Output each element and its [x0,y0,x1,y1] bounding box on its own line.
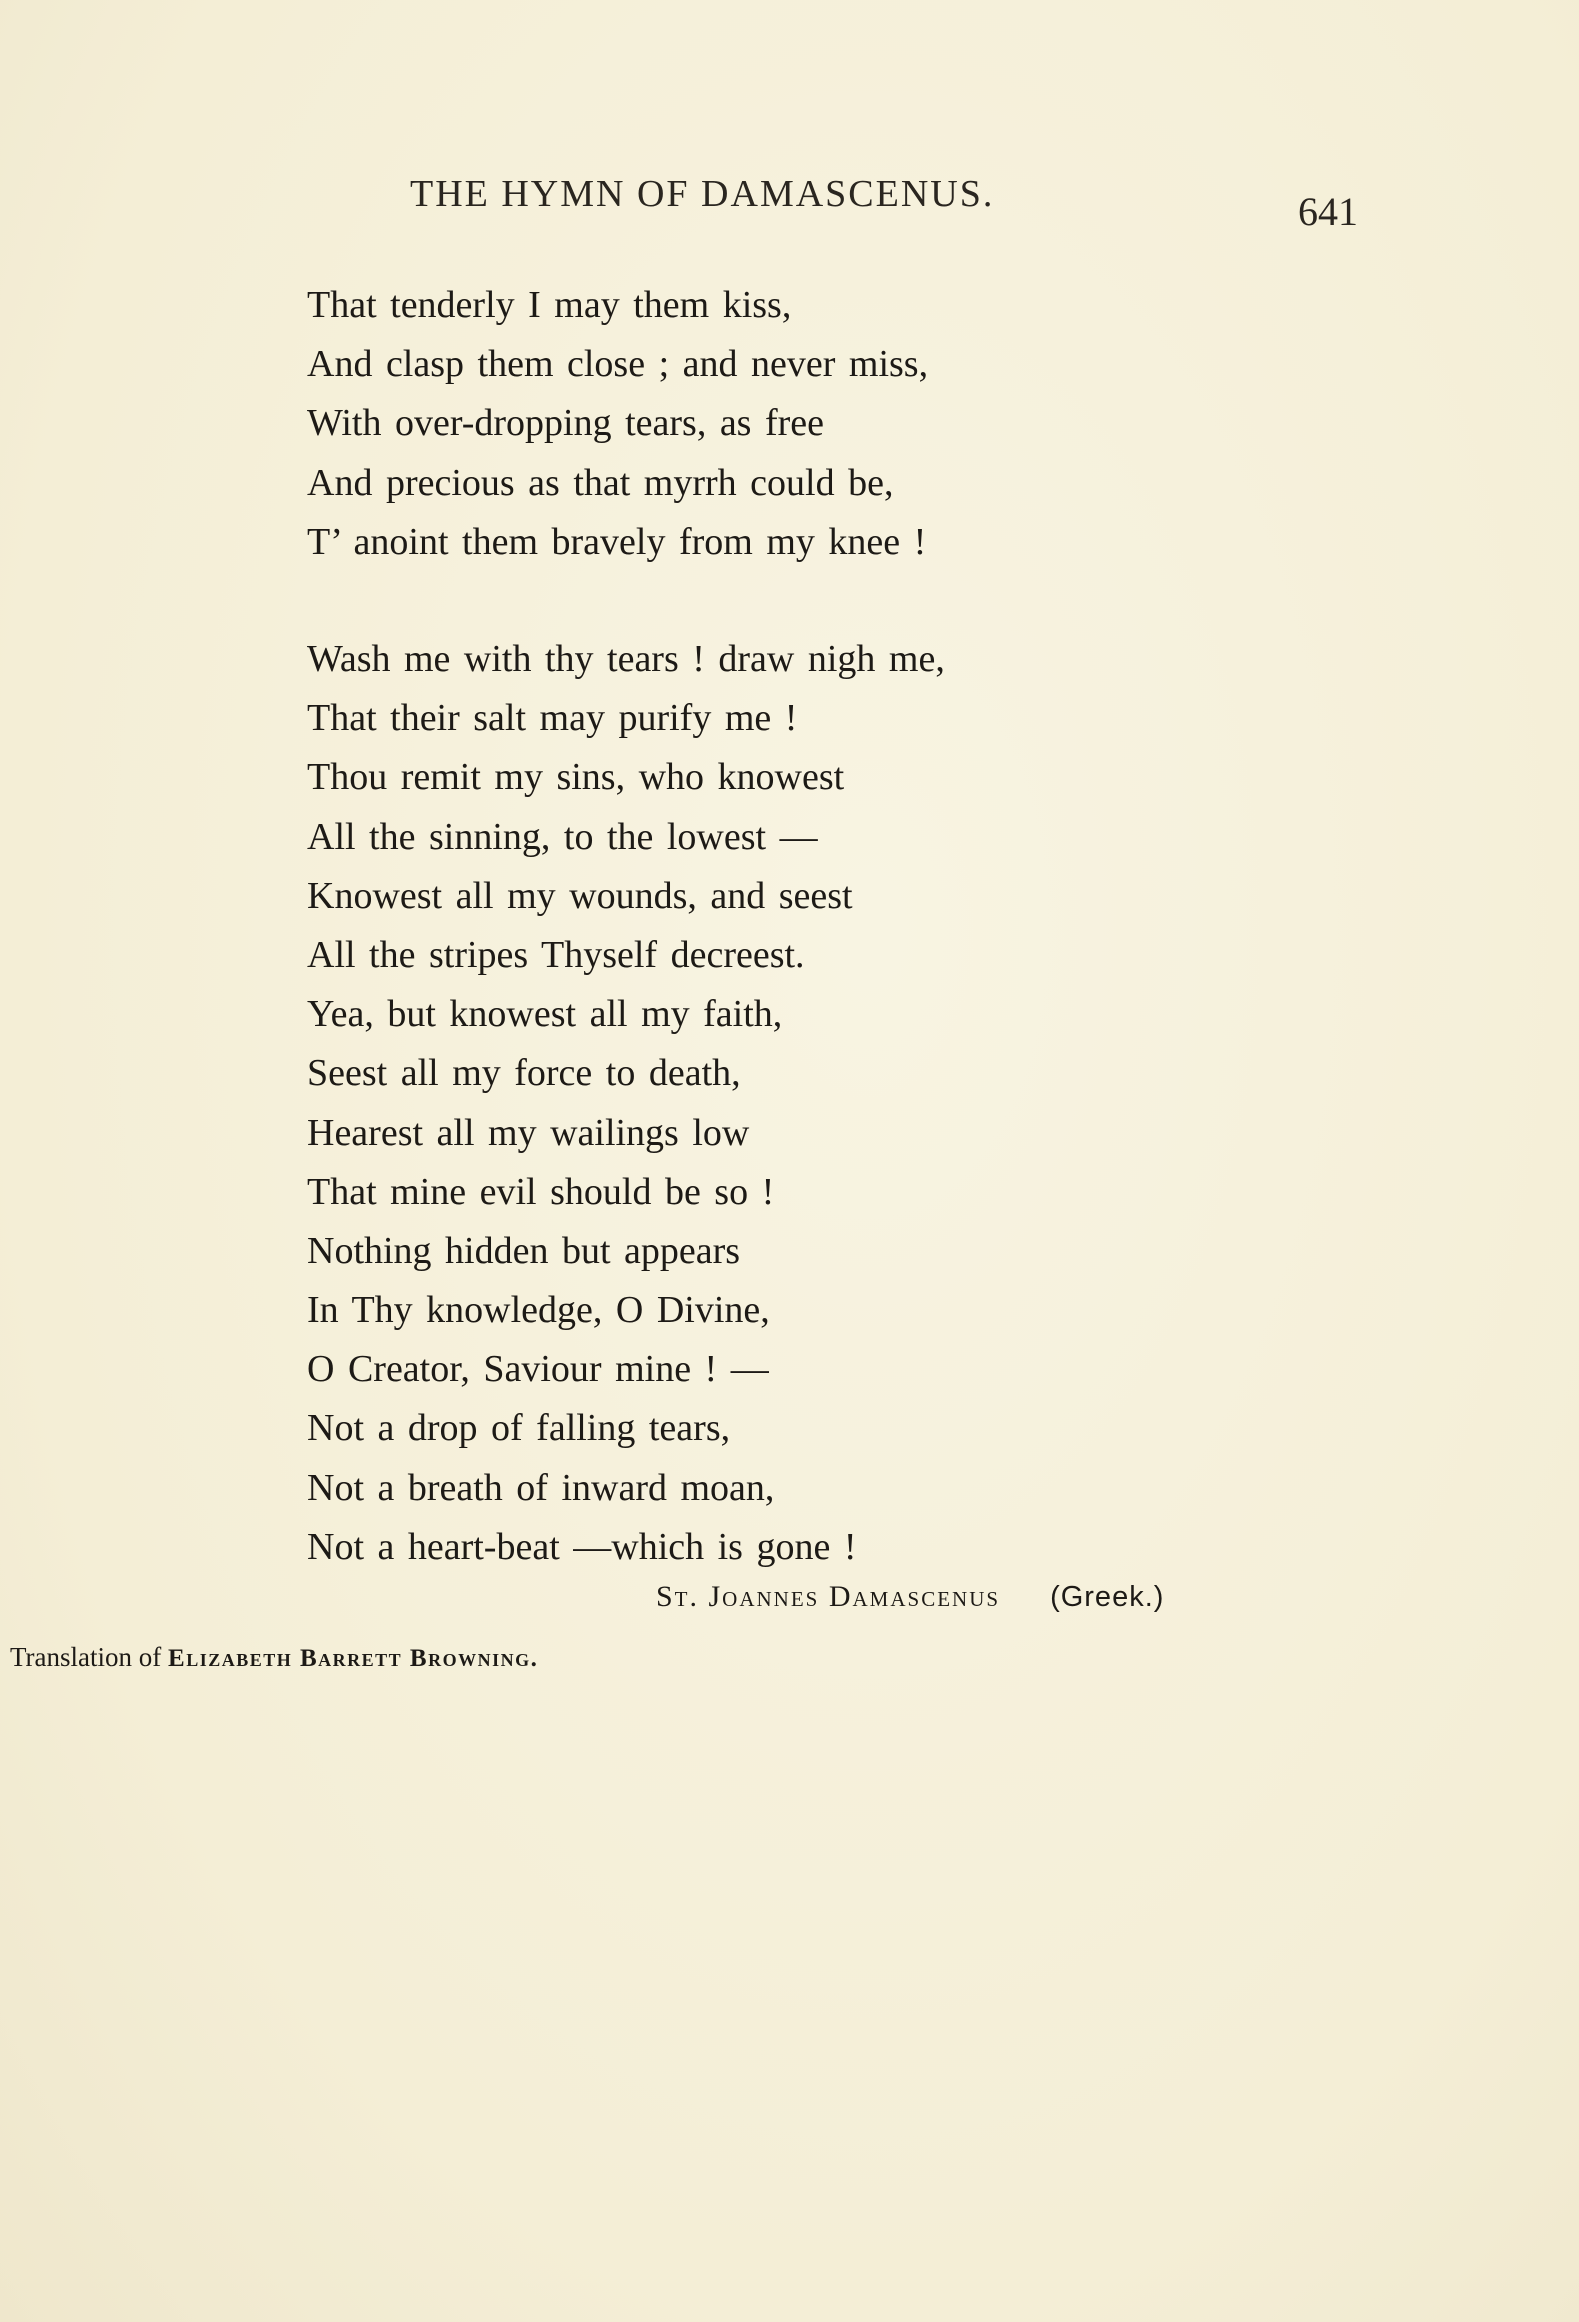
verse-line: That their salt may purify me ! [307,697,798,740]
author-attribution [656,1580,1164,1614]
stanza-1 [307,276,928,572]
verse-line: Not a heart-beat —which is gone ! [307,1525,857,1568]
verse-line: Nothing hidden but appears [307,1229,741,1272]
verse-line: That tenderly I may them kiss, [307,284,792,326]
source-language: (Greek.) [1050,1581,1165,1613]
translation-prefix: Translation of [10,1642,162,1672]
verse-line: Yea, but knowest all my faith, [307,993,783,1036]
verse-line: Not a breath of inward moan, [307,1466,775,1509]
verse-line: O Creator, Saviour mine ! — [307,1348,769,1391]
verse-line: Thou remit my sins, who knowest [307,756,845,799]
running-title: THE HYMN OF DAMASCENUS. [410,173,995,215]
page-number: 641 [1298,189,1358,234]
verse-line: That mine evil should be so ! [307,1170,775,1213]
verse-line: Knowest all my wounds, and seest [307,874,853,917]
author-name: St. Joannes Damascenus [656,1580,1001,1613]
verse-line: And clasp them close ; and never miss, [307,343,929,386]
verse-line: With over-dropping tears, as free [307,402,825,445]
translation-credit [10,1642,538,1673]
verse-line: Seest all my force to death, [307,1052,741,1095]
stanza-2 [307,630,945,1577]
verse-line: Not a drop of falling tears, [307,1407,731,1450]
verse-line: Hearest all my wailings low [307,1111,750,1154]
verse-line: In Thy knowledge, O Divine, [307,1289,770,1332]
verse-line: Wash me with thy tears ! draw nigh me, [307,638,945,680]
verse-line: All the stripes Thyself decreest. [307,933,805,976]
translator-name: Elizabeth Barrett Browning. [168,1645,539,1672]
verse-line: T’ anoint them bravely from my knee ! [307,520,927,563]
verse-line: And precious as that myrrh could be, [307,461,894,504]
verse-line: All the sinning, to the lowest — [307,815,818,858]
